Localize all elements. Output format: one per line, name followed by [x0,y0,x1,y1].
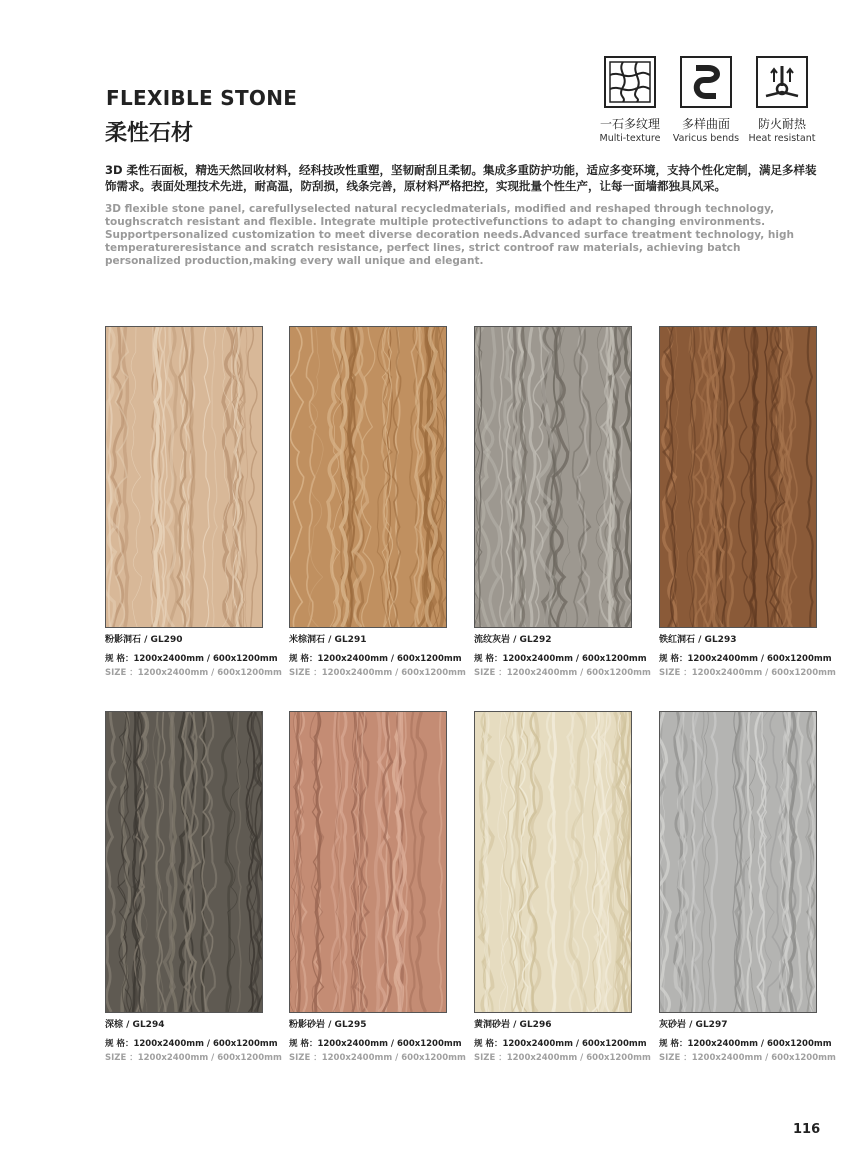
product-swatch [105,711,263,1013]
product-card[interactable] [105,711,282,1063]
product-spec: 规 格：1200x2400mm / 600x1200mm [105,1039,278,1049]
stone-texture [106,712,262,1012]
heat-resistant-icon [756,56,808,108]
stone-texture [106,327,262,627]
feature-icons [592,56,820,146]
product-name: 铁红洞石 / GL293 [659,635,737,645]
product-card[interactable] [659,326,836,678]
feature-label-en: Multi-texture [599,133,661,144]
stone-texture [660,327,816,627]
product-spec: 规 格：1200x2400mm / 600x1200mm [289,654,462,664]
page-title-en: FLEXIBLE STONE [106,86,298,110]
product-size: SIZE ：1200x2400mm / 600x1200mm [105,668,282,678]
product-swatch [289,326,447,628]
stone-texture [660,712,816,1012]
bends-icon [680,56,732,108]
page-title-cn: 柔性石材 [105,121,194,146]
product-card[interactable] [659,711,836,1063]
page-number: 116 [793,1122,821,1137]
product-swatch [659,326,817,628]
product-size: SIZE ：1200x2400mm / 600x1200mm [105,1053,282,1063]
feature-label-en: Heat resistant [748,133,816,144]
multi-texture-icon [604,56,656,108]
product-card[interactable] [105,326,282,678]
stone-texture [475,327,631,627]
product-spec: 规 格：1200x2400mm / 600x1200mm [474,1039,647,1049]
product-spec: 规 格：1200x2400mm / 600x1200mm [659,1039,832,1049]
feature-label-cn: 一石多纹理 [599,117,660,131]
product-card[interactable] [289,326,466,678]
feature-label-cn: 多样曲面 [681,117,730,131]
product-name: 流纹灰岩 / GL292 [474,635,552,645]
product-size: SIZE ：1200x2400mm / 600x1200mm [659,668,836,678]
product-name: 粉影砂岩 / GL295 [289,1020,367,1030]
product-card[interactable] [474,711,651,1063]
product-card[interactable] [289,711,466,1063]
feature-label-cn: 防火耐热 [757,117,806,131]
description-en: 3D flexible stone panel, carefullyselected natural recycledmaterials, modified and reshaped through technology, toughscratch resistant and flexible. Integrate multiple protectivefunctions to adapt to changing environments. Supportpersonalized customization to meet diverse decoration needs.Advanced surface treatment technology, high temperatureresistance and scratch resistance, perfect lines, strict controof raw materials, achieving batch personalized production,making every wall unique and elegant. [105,203,794,267]
product-name: 深棕 / GL294 [105,1020,165,1030]
product-name: 黄洞砂岩 / GL296 [474,1020,552,1030]
feature-bends [668,56,744,144]
stone-texture [290,327,446,627]
feature-label-en: Varicus bends [672,133,740,144]
product-size: SIZE ：1200x2400mm / 600x1200mm [659,1053,836,1063]
product-card[interactable] [474,326,651,678]
product-name: 粉影洞石 / GL290 [105,635,183,645]
product-size: SIZE ：1200x2400mm / 600x1200mm [289,1053,466,1063]
product-spec: 规 格：1200x2400mm / 600x1200mm [289,1039,462,1049]
stone-texture [290,712,446,1012]
stone-texture [475,712,631,1012]
product-spec: 规 格：1200x2400mm / 600x1200mm [659,654,832,664]
product-spec: 规 格：1200x2400mm / 600x1200mm [105,654,278,664]
product-size: SIZE ：1200x2400mm / 600x1200mm [474,668,651,678]
product-name: 灰砂岩 / GL297 [659,1020,728,1030]
product-name: 米棕洞石 / GL291 [289,635,367,645]
product-swatch [659,711,817,1013]
product-size: SIZE ：1200x2400mm / 600x1200mm [289,668,466,678]
product-swatch [289,711,447,1013]
feature-multi-texture [592,56,668,144]
product-swatch [474,711,632,1013]
product-swatch [105,326,263,628]
description-cn: 3D 柔性石面板，精选天然回收材料，经科技改性重塑，坚韧耐刮且柔韧。集成多重防护功能，适应多变环境，支持个性化定制，满足多样装饰需求。表面处理技术先进，耐高温，防刮损，线条完善，原材料严格把控，实现批量个性生产，让每一面墙都独具风采。 [105,163,817,193]
product-swatch [474,326,632,628]
product-spec: 规 格：1200x2400mm / 600x1200mm [474,654,647,664]
product-size: SIZE ：1200x2400mm / 600x1200mm [474,1053,651,1063]
feature-heat-resistant [744,56,820,144]
